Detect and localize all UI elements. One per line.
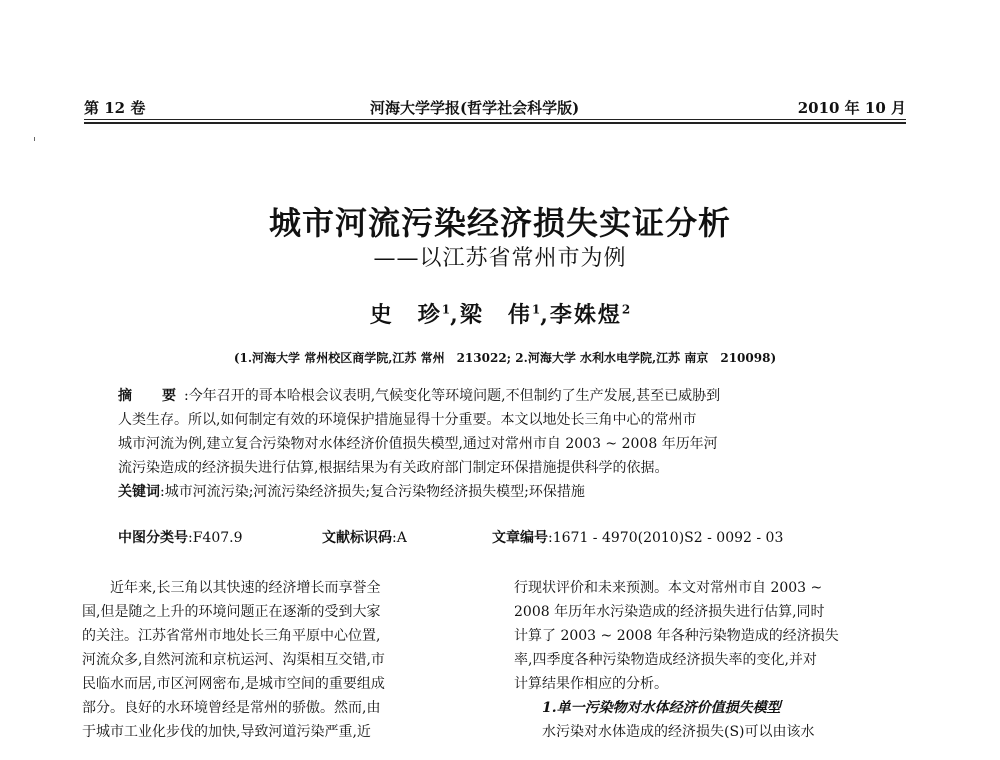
body-line: 部分。良好的水环境曾经是常州的骄傲。然而,由 [82,700,381,716]
article-number [492,526,783,550]
classification-number [118,526,243,550]
author-separator: , [540,302,550,328]
body-line: 近年来,长三角以其快速的经济增长而享誉全 [82,580,381,596]
body-line: 于城市工业化步伐的加快,导致河道污染严重,近 [82,724,371,740]
classification-label: 中图分类号 [118,530,188,546]
header-thin-rule [84,119,906,120]
abstract-block [118,384,876,504]
author-name: 史 珍 [369,302,442,328]
body-line: 河流众多,自然河流和京杭运河、沟渠相互交错,市 [82,652,385,668]
body-line: 水污染对水体造成的经济损失(S)可以由该水 [514,724,815,740]
article-subtitle: ——以江苏省常州市为例 [373,246,627,271]
keywords-line [118,480,876,504]
scan-mark [34,137,35,141]
body-line: 国,但是随之上升的环境问题正在逐渐的受到大家 [82,604,381,620]
header-thick-rule [84,122,906,124]
right-body-column [514,576,904,744]
body-line: 计算结果作相应的分析。 [514,676,668,692]
abstract-text: :今年召开的哥本哈根会议表明,气候变化等环境问题,不但制约了生产发展,甚至已威胁到 [184,388,721,404]
author-separator: , [450,302,460,328]
journal-name: 河海大学学报(哲学社会科学版) [370,99,580,117]
author-affiliations: (1.河海大学 常州校区商学院,江苏 常州 213022; 2.河海大学 水利水电学院,江苏 南京 210098) [233,351,777,365]
abstract-line: 人类生存。所以,如何制定有效的环境保护措施显得十分重要。本文以地处长三角中心的常州市 [118,412,697,428]
page-header [84,95,906,123]
abstract-line: 流污染造成的经济损失进行估算,根据结果为有关政府部门制定环保措施提供科学的依据。 [118,460,669,476]
author-affiliation-mark: 2 [621,302,631,317]
author-name: 李姝煜 [549,302,622,328]
abstract-line [118,384,876,408]
author-list [0,300,1000,330]
volume-label: 第 12 卷 [84,99,146,117]
document-code [322,526,407,550]
author-name: 梁 伟 [459,302,532,328]
article-metadata [118,526,878,550]
article-number-label: 文章编号 [492,530,548,546]
author-affiliation-mark: 1 [531,302,541,317]
classification-value: :F407.9 [188,530,243,546]
publication-date: 2010 年 10 月 [797,99,906,117]
body-line: 民临水而居,市区河网密布,是城市空间的重要组成 [82,676,385,692]
author-affiliation-mark: 1 [441,302,451,317]
article-number-value: :1671 - 4970(2010)S2 - 0092 - 03 [548,530,784,546]
document-code-value: :A [392,530,407,546]
document-code-label: 文献标识码 [322,530,392,546]
abstract-label: 摘 要 [118,388,184,404]
body-line: 率,四季度各种污染物造成经济损失率的变化,并对 [514,652,817,668]
article-title: 城市河流污染经济损失实证分析 [268,204,731,243]
body-line: 计算了 2003 ~ 2008 年各种污染物造成的经济损失 [514,628,839,644]
body-line: 行现状评价和未来预测。本文对常州市自 2003 ~ [514,580,823,596]
keywords-text: :城市河流污染;河流污染经济损失;复合污染物经济损失模型;环保措施 [160,484,585,500]
keywords-label: 关键词 [118,484,160,500]
abstract-line: 城市河流为例,建立复合污染物对水体经济价值损失模型,通过对常州市自 2003 ~ 2008 年历年河 [118,436,718,452]
left-body-column [82,576,472,744]
body-line: 2008 年历年水污染造成的经济损失进行估算,同时 [514,604,825,620]
body-line: 的关注。江苏省常州市地处长三角平原中心位置, [82,628,381,644]
section-heading: 1.单一污染物对水体经济价值损失模型 [514,700,781,716]
